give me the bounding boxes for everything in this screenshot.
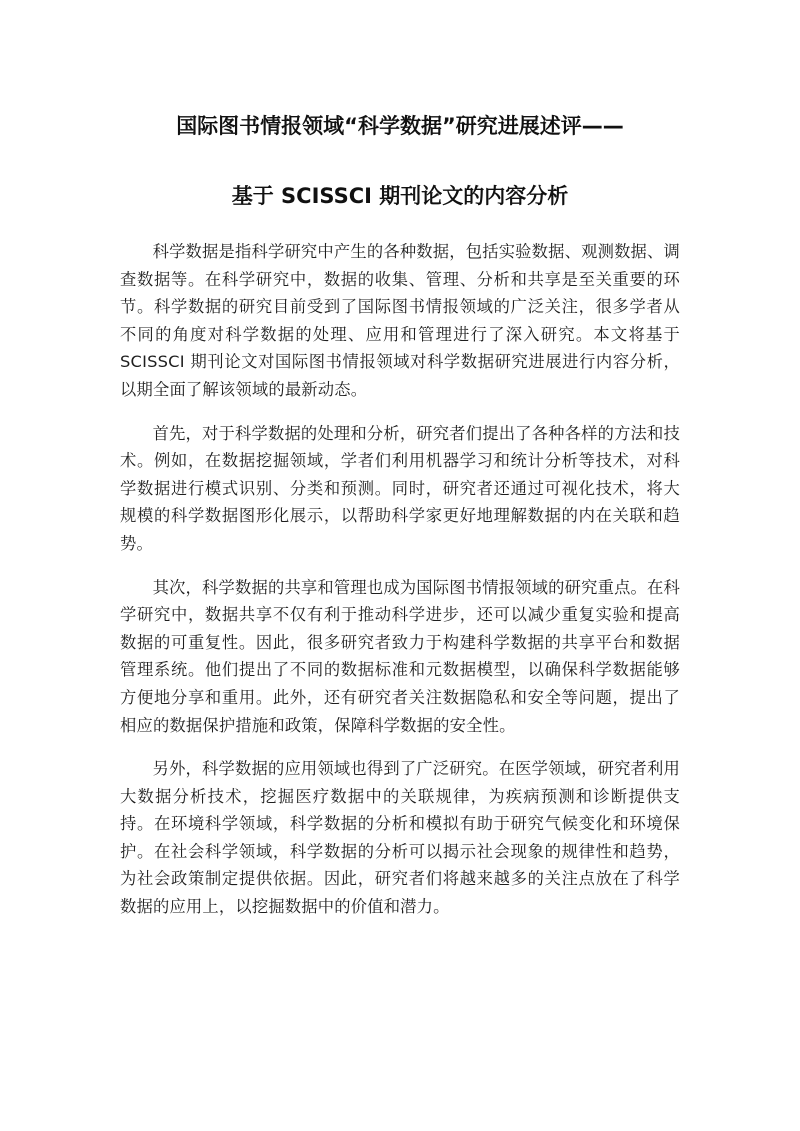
paragraph-processing: 首先，对于科学数据的处理和分析，研究者们提出了各种各样的方法和技术。例如，在数据挖掘领域，学者们利用机器学习和统计分析等技术，对科学数据进行模式识别、分类和预测。同时，研究者还通过可视化技术，将大规模的科学数据图形化展示，以帮助科学家更好地理解数据的内在关联和趋势。 [120,423,680,553]
document-title: 国际图书情报领域“科学数据”研究进展述评—— [176,114,624,138]
paragraph-sharing: 其次，科学数据的共享和管理也成为国际图书情报领域的研究重点。在科学研究中，数据共享不仅有利于推动科学进步，还可以减少重复实验和提高数据的可重复性。因此，很多研究者致力于构建科学数据的共享平台和数据管理系统。他们提出了不同的数据标准和元数据模型，以确保科学数据能够方便地分享和重用。此外，还有研究者关注数据隐私和安全等问题，提出了相应的数据保护措施和政策，保障科学数据的安全性。 [120,577,680,735]
paragraph-applications: 另外，科学数据的应用领域也得到了广泛研究。在医学领域，研究者利用大数据分析技术，挖掘医疗数据中的关联规律，为疾病预测和诊断提供支持。在环境科学领域，科学数据的分析和模拟有助于研究气候变化和环境保护。在社会科学领域，科学数据的分析可以揭示社会现象的规律性和趋势，为社会政策制定提供依据。因此，研究者们将越来越多的关注点放在了科学数据的应用上，以挖掘数据中的价值和潜力。 [120,759,680,917]
paragraph-intro: 科学数据是指科学研究中产生的各种数据，包括实验数据、观测数据、调查数据等。在科学研究中，数据的收集、管理、分析和共享是至关重要的环节。科学数据的研究目前受到了国际图书情报领域的广泛关注，很多学者从不同的角度对科学数据的处理、应用和管理进行了深入研究。本文将基于 SCISSCI 期刊论文对国际图书情报领域对科学数据研究进展进行内容分析，以期全面了解该领域的最新动态。 [120,242,680,399]
document-subtitle: 基于 SCISSCI 期刊论文的内容分析 [231,184,569,208]
title-block [100,112,700,210]
document-body [120,238,680,937]
